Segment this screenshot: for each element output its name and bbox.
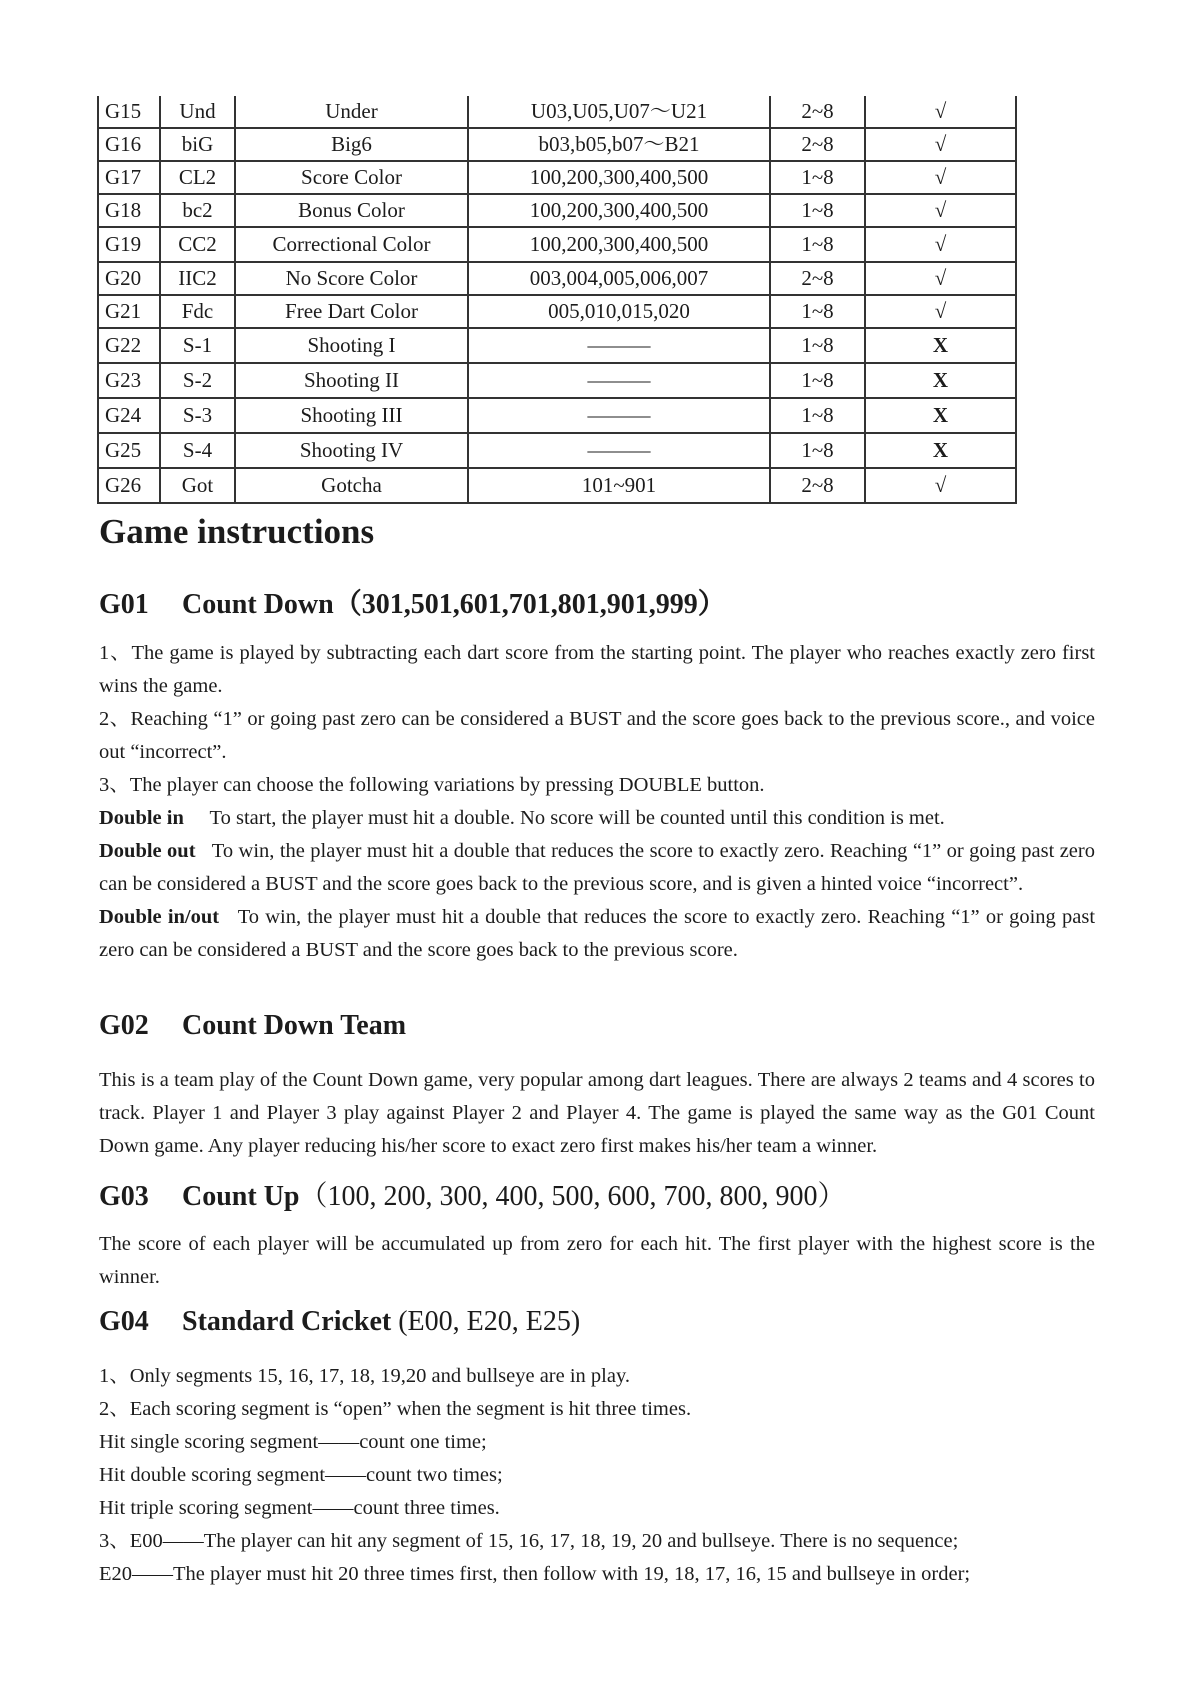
- g04-hit-double: Hit double scoring segment——count two times;: [99, 1464, 503, 1486]
- g04-body: [99, 1360, 1095, 1591]
- g02-heading: [99, 1010, 406, 1042]
- game-code-cell: CL2: [160, 161, 235, 194]
- g03-name: Count Up: [182, 1181, 300, 1212]
- g02-body: This is a team play of the Count Down game, very popular among dart leagues. There are always 2 teams and 4 scores to track. Player 1 and Player 3 play against Player 2 and Player 4. The game is played the same way as the G01 Count Down game. Any player reducing his/her score to exact zero first makes his/her team a winner.: [99, 1069, 1095, 1157]
- game-name-cell: No Score Color: [235, 262, 468, 295]
- game-mark-cell: X: [865, 433, 1016, 468]
- double-in-label: Double in: [99, 807, 184, 829]
- double-out-label: Double out: [99, 840, 196, 862]
- table-row: [98, 96, 1016, 128]
- double-out-text: To win, the player must hit a double that reduces the score to exactly zero. Reaching “1” or going past zero can be considered a BUST and the score goes back to the previous score, and is given a hinted voice “incorrect”.: [99, 840, 1095, 895]
- game-mark-cell: √: [865, 227, 1016, 262]
- game-table-body: [98, 96, 1016, 503]
- game-id-cell: G18: [98, 194, 160, 227]
- game-id-cell: G20: [98, 262, 160, 295]
- g03-heading: [99, 1174, 846, 1214]
- g04-name: Standard Cricket: [182, 1306, 392, 1337]
- game-id-cell: G16: [98, 128, 160, 161]
- table-row: [98, 194, 1016, 227]
- game-mark-cell: √: [865, 194, 1016, 227]
- game-id-cell: G17: [98, 161, 160, 194]
- game-options-cell: U03,U05,U07～U21: [468, 96, 770, 128]
- game-mark-cell: √: [865, 295, 1016, 328]
- game-name-cell: Bonus Color: [235, 194, 468, 227]
- game-name-cell: Shooting I: [235, 328, 468, 363]
- game-players-cell: 1~8: [770, 433, 865, 468]
- g01-name: Count Down: [182, 589, 334, 620]
- game-options-cell: 100,200,300,400,500: [468, 161, 770, 194]
- table-row: [98, 227, 1016, 262]
- game-id-cell: G24: [98, 398, 160, 433]
- game-players-cell: 1~8: [770, 363, 865, 398]
- game-mark-cell: X: [865, 328, 1016, 363]
- game-code-cell: S-1: [160, 328, 235, 363]
- game-options-cell: 101~901: [468, 468, 770, 503]
- game-id-cell: G26: [98, 468, 160, 503]
- g02-name: Count Down Team: [182, 1010, 407, 1041]
- game-options-cell: ———: [468, 398, 770, 433]
- game-id-cell: G25: [98, 433, 160, 468]
- double-in-text: To start, the player must hit a double. No score will be counted until this condition is met.: [209, 807, 945, 829]
- table-row: [98, 262, 1016, 295]
- game-name-cell: Shooting II: [235, 363, 468, 398]
- game-code-cell: bc2: [160, 194, 235, 227]
- game-code-cell: Und: [160, 96, 235, 128]
- table-row: [98, 328, 1016, 363]
- table-row: [98, 468, 1016, 503]
- g01-paragraph-3: 3、The player can choose the following variations by pressing DOUBLE button.: [99, 774, 765, 796]
- g01-id: G01: [99, 589, 149, 620]
- g01-heading: [99, 582, 726, 622]
- g01-paragraph-1: 1、The game is played by subtracting each dart score from the starting point. The player who reaches exactly zero first wins the game.: [99, 642, 1095, 697]
- game-id-cell: G21: [98, 295, 160, 328]
- game-players-cell: 1~8: [770, 161, 865, 194]
- section-title: Game instructions: [99, 512, 375, 551]
- g04-heading: [99, 1306, 580, 1338]
- game-code-cell: Fdc: [160, 295, 235, 328]
- game-options-cell: b03,b05,b07～B21: [468, 128, 770, 161]
- g04-paragraph-1: 1、Only segments 15, 16, 17, 18, 19,20 and bullseye are in play.: [99, 1365, 631, 1387]
- game-players-cell: 2~8: [770, 96, 865, 128]
- game-mark-cell: √: [865, 468, 1016, 503]
- game-players-cell: 1~8: [770, 295, 865, 328]
- game-code-cell: biG: [160, 128, 235, 161]
- g04-e20: E20——The player must hit 20 three times first, then follow with 19, 18, 17, 16, 15 and bullseye in order;: [99, 1563, 971, 1585]
- double-inout-label: Double in/out: [99, 906, 220, 928]
- game-id-cell: G23: [98, 363, 160, 398]
- game-mark-cell: √: [865, 128, 1016, 161]
- game-name-cell: Shooting IV: [235, 433, 468, 468]
- g04-hit-triple: Hit triple scoring segment——count three times.: [99, 1497, 500, 1519]
- g04-paragraph-2: 2、Each scoring segment is “open” when the segment is hit three times.: [99, 1398, 692, 1420]
- game-players-cell: 1~8: [770, 328, 865, 363]
- g03-body: The score of each player will be accumulated up from zero for each hit. The first player with the highest score is the winner.: [99, 1233, 1095, 1288]
- double-inout-text: To win, the player must hit a double that reduces the score to exactly zero. Reaching “1” or going past zero can be considered a BUST and the score goes back to the previous score.: [99, 906, 1096, 961]
- game-mark-cell: √: [865, 96, 1016, 128]
- game-options-cell: 100,200,300,400,500: [468, 227, 770, 262]
- game-name-cell: Big6: [235, 128, 468, 161]
- game-players-cell: 1~8: [770, 398, 865, 433]
- game-options-cell: 100,200,300,400,500: [468, 194, 770, 227]
- game-mark-cell: √: [865, 262, 1016, 295]
- game-name-cell: Score Color: [235, 161, 468, 194]
- g01-paragraph-2: 2、Reaching “1” or going past zero can be considered a BUST and the score goes back to the previous score., and voice out “incorrect”.: [99, 708, 1095, 763]
- game-options-cell: ———: [468, 363, 770, 398]
- table-row: [98, 398, 1016, 433]
- game-code-cell: CC2: [160, 227, 235, 262]
- table-row: [98, 295, 1016, 328]
- game-list-table: [97, 96, 1017, 504]
- game-name-cell: Shooting III: [235, 398, 468, 433]
- game-code-cell: IIC2: [160, 262, 235, 295]
- game-code-cell: S-3: [160, 398, 235, 433]
- game-name-cell: Correctional Color: [235, 227, 468, 262]
- game-mark-cell: X: [865, 363, 1016, 398]
- game-players-cell: 1~8: [770, 194, 865, 227]
- table-row: [98, 433, 1016, 468]
- g02-id: G02: [99, 1010, 149, 1041]
- game-code-cell: S-2: [160, 363, 235, 398]
- g04-hit-single: Hit single scoring segment——count one time;: [99, 1431, 487, 1453]
- table-row: [98, 161, 1016, 194]
- game-id-cell: G19: [98, 227, 160, 262]
- game-options-cell: ———: [468, 433, 770, 468]
- g04-paragraph-3: 3、E00——The player can hit any segment of 15, 16, 17, 18, 19, 20 and bullseye. There is no sequence;: [99, 1530, 959, 1552]
- game-name-cell: Free Dart Color: [235, 295, 468, 328]
- game-id-cell: G15: [98, 96, 160, 128]
- g04-variants: (E00, E20, E25): [398, 1306, 581, 1337]
- game-id-cell: G22: [98, 328, 160, 363]
- g04-id: G04: [99, 1306, 149, 1337]
- game-name-cell: Gotcha: [235, 468, 468, 503]
- g03-variants: （100, 200, 300, 400, 500, 600, 700, 800, 900）: [299, 1181, 846, 1212]
- g03-id: G03: [99, 1181, 149, 1212]
- game-options-cell: 003,004,005,006,007: [468, 262, 770, 295]
- g01-variants: （301,501,601,701,801,901,999）: [333, 589, 726, 620]
- game-name-cell: Under: [235, 96, 468, 128]
- table-row: [98, 128, 1016, 161]
- game-players-cell: 2~8: [770, 262, 865, 295]
- game-players-cell: 2~8: [770, 468, 865, 503]
- game-code-cell: Got: [160, 468, 235, 503]
- g01-body: [99, 637, 1095, 967]
- table-row: [98, 363, 1016, 398]
- game-options-cell: ———: [468, 328, 770, 363]
- game-mark-cell: √: [865, 161, 1016, 194]
- game-players-cell: 2~8: [770, 128, 865, 161]
- game-mark-cell: X: [865, 398, 1016, 433]
- game-players-cell: 1~8: [770, 227, 865, 262]
- game-code-cell: S-4: [160, 433, 235, 468]
- game-options-cell: 005,010,015,020: [468, 295, 770, 328]
